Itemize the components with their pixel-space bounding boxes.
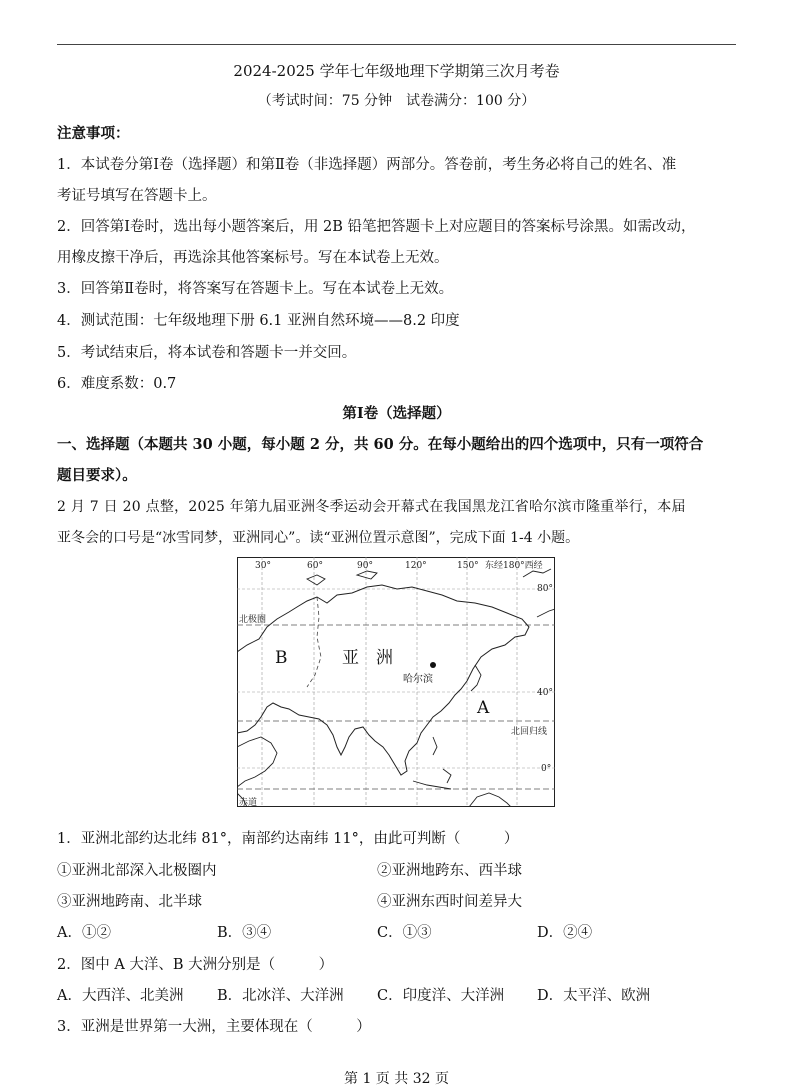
passage-line: 2 月 7 日 20 点整，2025 年第九届亚洲冬季运动会开幕式在我国黑龙江省哈尔滨市隆重举行，本届 xyxy=(57,499,686,515)
question-stem: 3．亚洲是世界第一大洲，主要体现在（ ） xyxy=(57,1019,371,1035)
statement: ④亚洲东西时间差异大 xyxy=(377,894,522,910)
lon-label: 60° xyxy=(307,561,323,571)
answer-option[interactable]: B．北冰洋、大洋洲 xyxy=(217,988,344,1004)
label-b: B xyxy=(275,648,288,668)
harbin-label: 哈尔滨 xyxy=(403,674,433,685)
answer-option[interactable]: A．大西洋、北美洲 xyxy=(57,988,184,1004)
notice-item: 3．回答第Ⅱ卷时，将答案写在答题卡上。写在本试卷上无效。 xyxy=(57,281,454,297)
notice-item: 6．难度系数：0.7 xyxy=(57,376,177,392)
statement: ②亚洲地跨东、西半球 xyxy=(377,863,522,879)
notice-item: 2．回答第Ⅰ卷时，选出每小题答案后，用 2B 铅笔把答题卡上对应题目的答案标号涂黑。如需改动， xyxy=(57,219,696,235)
lat-label: 80° xyxy=(537,584,553,594)
equator-label: 赤道 xyxy=(239,798,258,807)
statement: ③亚洲地跨南、北半球 xyxy=(57,894,202,910)
notice-item: 4．测试范围：七年级地理下册 6.1 亚洲自然环境——8.2 印度 xyxy=(57,313,460,329)
harbin-point xyxy=(430,662,436,668)
question-stem: 2．图中 A 大洋、B 大洲分别是（ ） xyxy=(57,957,334,973)
label-a: A xyxy=(477,698,490,718)
lon-label: 150° xyxy=(457,561,479,571)
section-instruction: 题目要求）。 xyxy=(57,467,137,484)
answer-option[interactable]: D．太平洋、欧洲 xyxy=(537,988,651,1004)
lon-label: 120° xyxy=(405,561,427,571)
passage-line: 亚冬会的口号是“冰雪同梦，亚洲同心”。读“亚洲位置示意图”，完成下面 1-4 小题。 xyxy=(57,530,580,546)
page-footer: 第 1 页 共 32 页 xyxy=(344,1071,449,1087)
notice-item: 考证号填写在答题卡上。 xyxy=(57,188,217,204)
lat-label: 40° xyxy=(537,688,553,698)
section-title: 第Ⅰ卷（选择题） xyxy=(342,405,451,422)
answer-option[interactable]: B．③④ xyxy=(217,925,272,941)
lon-label: 东经180°西经 xyxy=(485,561,543,571)
asia-label: 亚 洲 xyxy=(342,648,393,668)
question-stem: 1．亚洲北部约达北纬 81°，南部约达南纬 11°，由此可判断（ ） xyxy=(57,831,519,847)
exam-title: 2024-2025 学年七年级地理下学期第三次月考卷 xyxy=(233,62,560,80)
answer-option[interactable]: D．②④ xyxy=(537,925,593,941)
notice-heading: 注意事项： xyxy=(57,125,130,142)
notice-item: 用橡皮擦干净后，再选涂其他答案标号。写在本试卷上无效。 xyxy=(57,250,449,266)
lon-label: 30° xyxy=(255,561,271,571)
arctic-circle-label: 北极圈 xyxy=(239,615,267,625)
exam-subtitle: （考试时间：75 分钟 试卷满分：100 分） xyxy=(257,93,536,109)
asia-location-map xyxy=(237,557,555,807)
answer-option[interactable]: C．①③ xyxy=(377,925,432,941)
lon-label: 90° xyxy=(357,561,373,571)
answer-option[interactable]: A．①② xyxy=(57,925,111,941)
top-rule xyxy=(57,44,736,45)
answer-option[interactable]: C．印度洋、大洋洲 xyxy=(377,988,505,1004)
section-instruction: 一、选择题（本题共 30 小题，每小题 2 分，共 60 分。在每小题给出的四个选项中，只有一项符合 xyxy=(57,436,704,453)
statement: ①亚洲北部深入北极圈内 xyxy=(57,863,217,879)
lat-label: 0° xyxy=(541,764,552,774)
notice-item: 1．本试卷分第Ⅰ卷（选择题）和第Ⅱ卷（非选择题）两部分。答卷前，考生务必将自己的姓名、准 xyxy=(57,157,677,173)
notice-item: 5．考试结束后，将本试卷和答题卡一并交回。 xyxy=(57,345,357,361)
tropic-label: 北回归线 xyxy=(511,727,548,737)
